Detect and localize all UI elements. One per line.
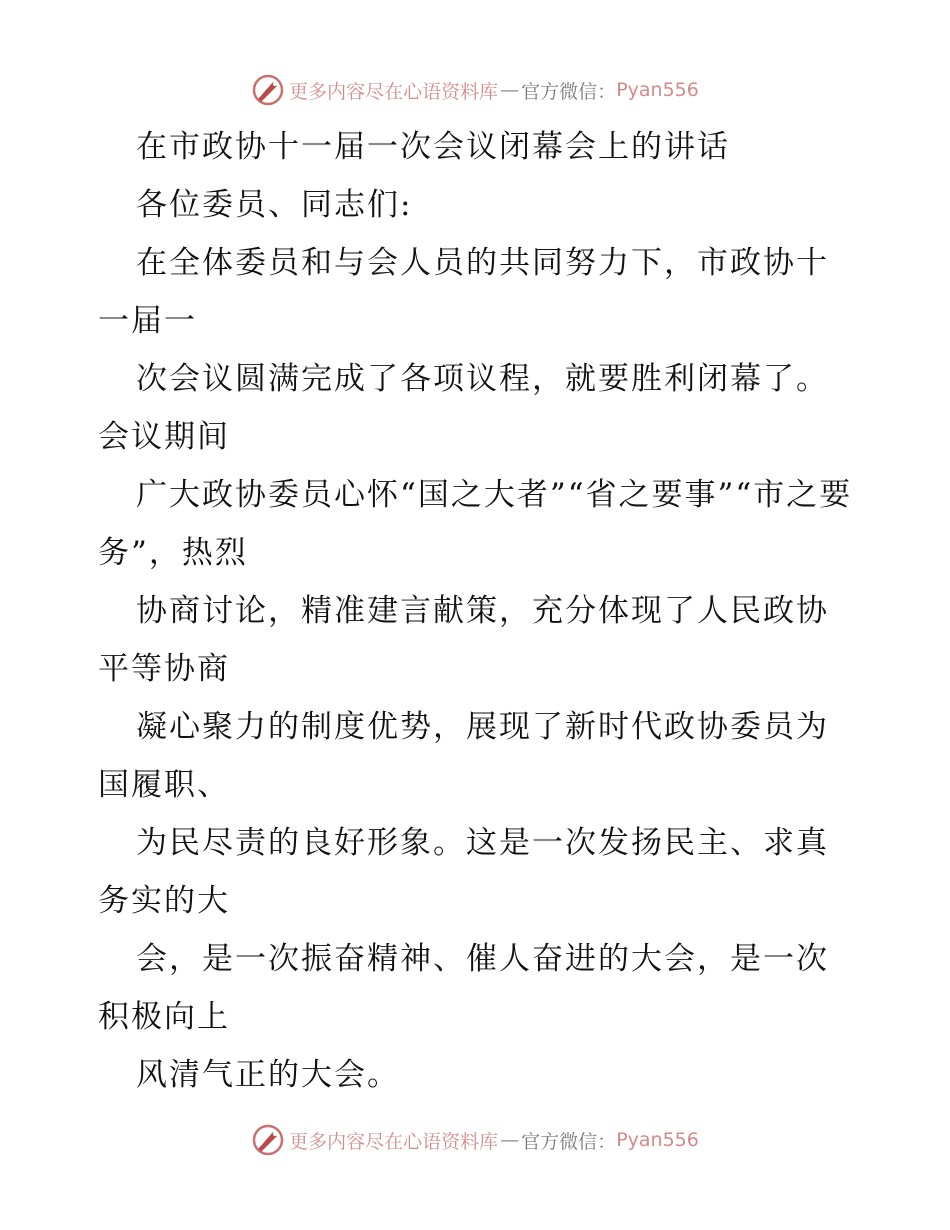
document-body	[98, 118, 858, 1104]
paragraph-4: 协商讨论，精准建言献策，充分体现了人民政协平等协商	[98, 593, 829, 687]
banner-separator: —	[500, 1129, 520, 1151]
paragraph-2: 次会议圆满完成了各项议程，就要胜利闭幕了。会议期间	[98, 361, 829, 455]
pen-nib-logo-icon	[251, 1123, 285, 1157]
document-title: 在市政协十一届一次会议闭幕会上的讲话	[136, 129, 730, 165]
salutation: 各位委员、同志们:	[136, 187, 413, 223]
paragraph-5: 凝心聚力的制度优势，展现了新时代政协委员为国履职、	[98, 709, 829, 803]
brand-text: 更多内容尽在心语资料库	[289, 80, 499, 103]
footer-watermark-banner	[0, 1120, 950, 1160]
wechat-id: Pyan556	[616, 79, 699, 101]
pen-nib-logo-icon	[251, 73, 285, 107]
wechat-label: 官方微信：	[521, 1130, 617, 1153]
wechat-id: Pyan556	[616, 1129, 699, 1151]
paragraph-3: 广大政协委员心怀“国之大者”“省之要事”“市之要务”，热烈	[98, 477, 853, 571]
paragraph-1: 在全体委员和与会人员的共同努力下，市政协十一届一	[98, 245, 829, 339]
brand-text: 更多内容尽在心语资料库	[289, 1130, 499, 1153]
banner-separator: —	[500, 79, 520, 101]
paragraph-8: 风清气正的大会。	[136, 1057, 400, 1093]
wechat-label: 官方微信：	[521, 80, 617, 103]
paragraph-6: 为民尽责的良好形象。这是一次发扬民主、求真务实的大	[98, 825, 829, 919]
paragraph-7: 会，是一次振奋精神、催人奋进的大会，是一次积极向上	[98, 941, 829, 1035]
header-watermark-banner	[0, 70, 950, 110]
